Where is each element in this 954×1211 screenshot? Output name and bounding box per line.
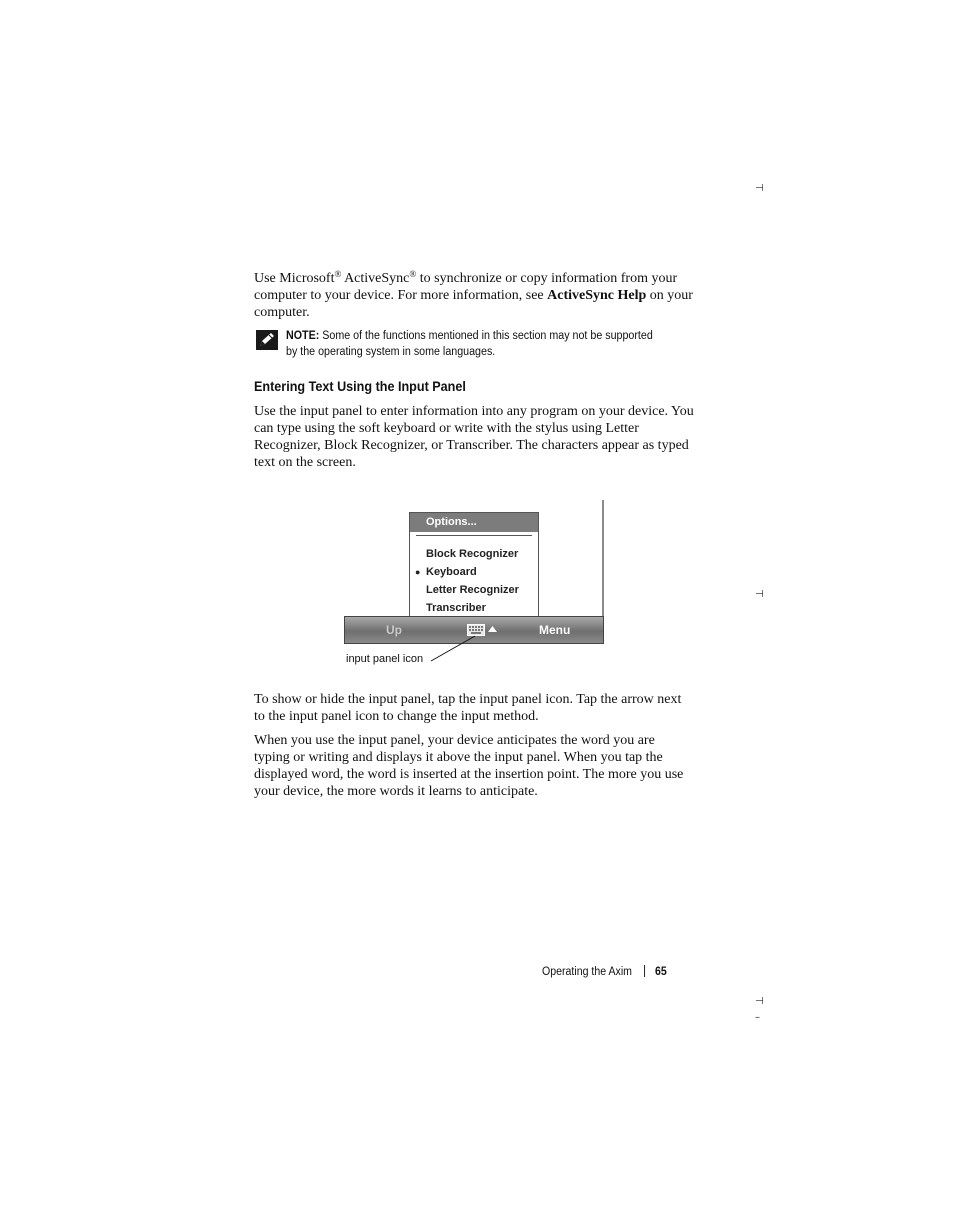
menu-item-options[interactable]: Options... <box>410 513 538 532</box>
section-heading: Entering Text Using the Input Panel <box>254 378 466 394</box>
registered-mark: ® <box>334 269 342 279</box>
note-text <box>286 328 667 360</box>
registered-mark: ® <box>409 269 417 279</box>
page-footer <box>542 965 667 978</box>
intro-text-2: ActiveSync <box>341 271 410 286</box>
crop-mark-bottom: ⊣ <box>755 996 764 1007</box>
footer-separator <box>644 965 645 977</box>
paragraph-show-hide: To show or hide the input panel, tap the input panel icon. Tap the arrow next to the input panel icon to change the input method. <box>254 692 682 724</box>
activesync-help-reference: ActiveSync Help <box>547 288 647 303</box>
menu-item-label: Block Recognizer <box>426 548 519 560</box>
menu-item-label: Keyboard <box>426 566 477 578</box>
input-method-menu <box>409 512 539 617</box>
soft-key-bar <box>344 616 604 644</box>
softkey-menu[interactable]: Menu <box>539 623 571 637</box>
note-line-1: Some of the functions mentioned in this section may not be supported <box>319 330 653 342</box>
menu-item-keyboard[interactable] <box>410 563 538 581</box>
paragraph-input-panel-intro: Use the input panel to enter information into any program on your device. You can type using the soft keyboard or write with the stylus using Letter Recognizer, Block Recognizer, or Transcriber. The characters appear as typed text on the screen. <box>254 404 694 470</box>
intro-paragraph <box>254 270 694 321</box>
note-line-2: by the operating system in some languages. <box>286 346 496 358</box>
up-arrow-icon[interactable] <box>488 626 497 632</box>
footer-section-title: Operating the Axim <box>542 966 632 978</box>
keyboard-icon[interactable] <box>467 624 485 636</box>
note-pencil-icon <box>256 330 278 350</box>
note-label: NOTE: <box>286 330 320 342</box>
screen-edge-line <box>602 500 604 616</box>
intro-text-1: Use Microsoft <box>254 271 335 286</box>
menu-item-block-recognizer[interactable] <box>410 545 538 563</box>
crop-mark-top: ⊣ <box>755 183 764 194</box>
menu-item-label: Letter Recognizer <box>426 584 519 596</box>
page-number: 65 <box>654 966 667 978</box>
figure-caption: input panel icon <box>346 653 424 665</box>
intro-text-4: on your computer. <box>254 288 693 320</box>
menu-item-letter-recognizer[interactable] <box>410 581 538 599</box>
menu-item-transcriber[interactable] <box>410 599 538 617</box>
softkey-up[interactable]: Up <box>386 623 402 637</box>
input-panel-figure <box>344 500 606 670</box>
paragraph-word-completion: When you use the input panel, your device anticipates the word you are typing or writing and displays it above the input panel. When you tap the displayed word, the word is inserted at the insertion point. The more you use your device, the more words it learns to anticipate. <box>254 733 684 799</box>
menu-item-label: Transcriber <box>426 602 486 614</box>
selected-bullet-icon: ● <box>415 567 421 577</box>
crop-mark-middle: ⊣ <box>755 589 764 600</box>
menu-separator <box>416 535 532 536</box>
intro-text-3: to synchronize or copy information from your computer to your device. For more information, see <box>254 271 678 303</box>
crop-mark-dash: – <box>755 1012 760 1023</box>
menu-items <box>410 545 538 617</box>
